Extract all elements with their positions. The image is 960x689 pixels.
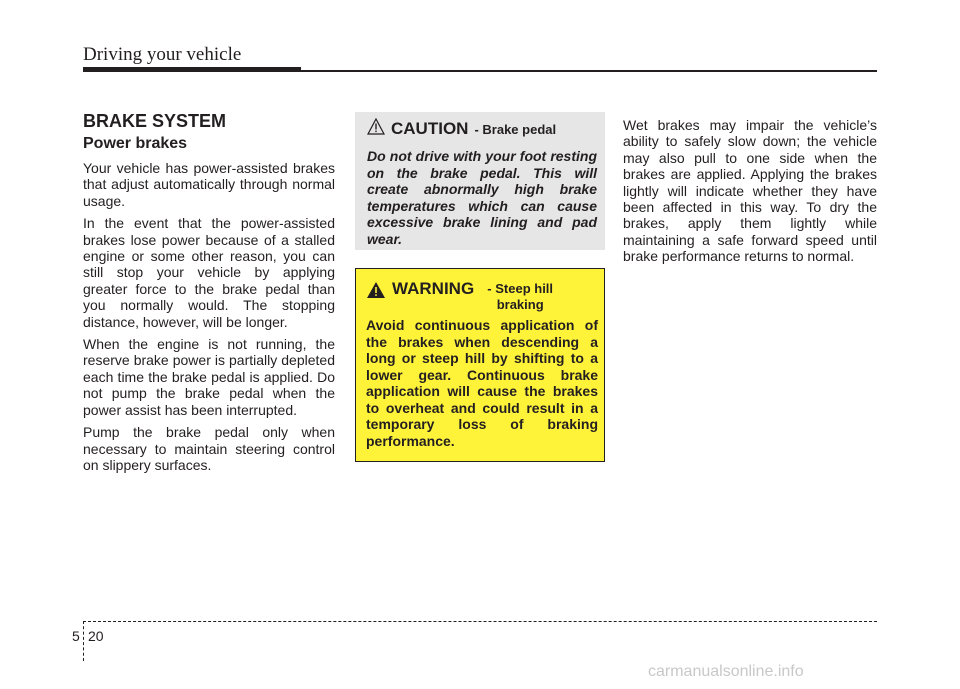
page-number: 20 xyxy=(88,628,104,644)
header-rule xyxy=(83,70,877,72)
caution-label: CAUTION xyxy=(391,119,469,138)
chapter-number: 5 xyxy=(72,628,80,644)
warning-text: Avoid continuous application of the brakes when descending a long or steep hill by shifting to a lower gear. Continuous brake application will cause the brakes to overheat and could result in a temporary loss of braking performance. xyxy=(366,317,598,449)
column-left xyxy=(83,110,335,479)
footer-rule xyxy=(83,621,877,622)
caution-topic: - Brake pedal xyxy=(474,121,557,137)
caution-text: Do not drive with your foot resting on the brake pedal. This will create abnormally high brake temperatures which can cause excessive brake lining and pad wear. xyxy=(367,148,597,247)
paragraph: Pump the brake pedal only when necessary to maintain steering control on slippery surfaces. xyxy=(83,424,335,473)
warning-topic: - Steep hill braking xyxy=(487,281,554,312)
paragraph: When the engine is not running, the reserve brake power is partially depleted each time the brake pedal is applied. Do not pump the brake pedal when the power assist has been interrupted. xyxy=(83,336,335,418)
column-right xyxy=(623,117,877,271)
warning-label: WARNING xyxy=(392,279,475,298)
paragraph: Your vehicle has power-assisted brakes that adjust automatically through normal usage. xyxy=(83,160,335,209)
warning-header xyxy=(366,279,598,313)
paragraph: In the event that the power-assisted brakes lose power because of a stalled engine or some other reason, you can still stop your vehicle by applying greater force to the brake pedal than you normally would. The stopping distance, however, will be longer. xyxy=(83,215,335,330)
caution-triangle-icon xyxy=(367,118,385,140)
caution-box xyxy=(355,112,605,250)
section-title: BRAKE SYSTEM xyxy=(83,111,227,131)
warning-triangle-icon xyxy=(366,279,386,304)
caution-header xyxy=(367,118,597,140)
watermark: carmanualsonline.info xyxy=(648,663,804,680)
warning-box xyxy=(355,268,605,462)
header-title: Driving your vehicle xyxy=(83,44,242,65)
subsection-title: Power brakes xyxy=(83,135,188,152)
paragraph: Wet brakes may impair the vehicle’s ability to safely slow down; the vehicle may also pull to one side when the brakes are applied. Applying the brakes lightly will indicate whether they have been affected in this way. To dry the brakes, apply them lightly while maintaining a safe forward speed until brake performance returns to normal. xyxy=(623,117,877,265)
footer-divider xyxy=(83,621,84,661)
